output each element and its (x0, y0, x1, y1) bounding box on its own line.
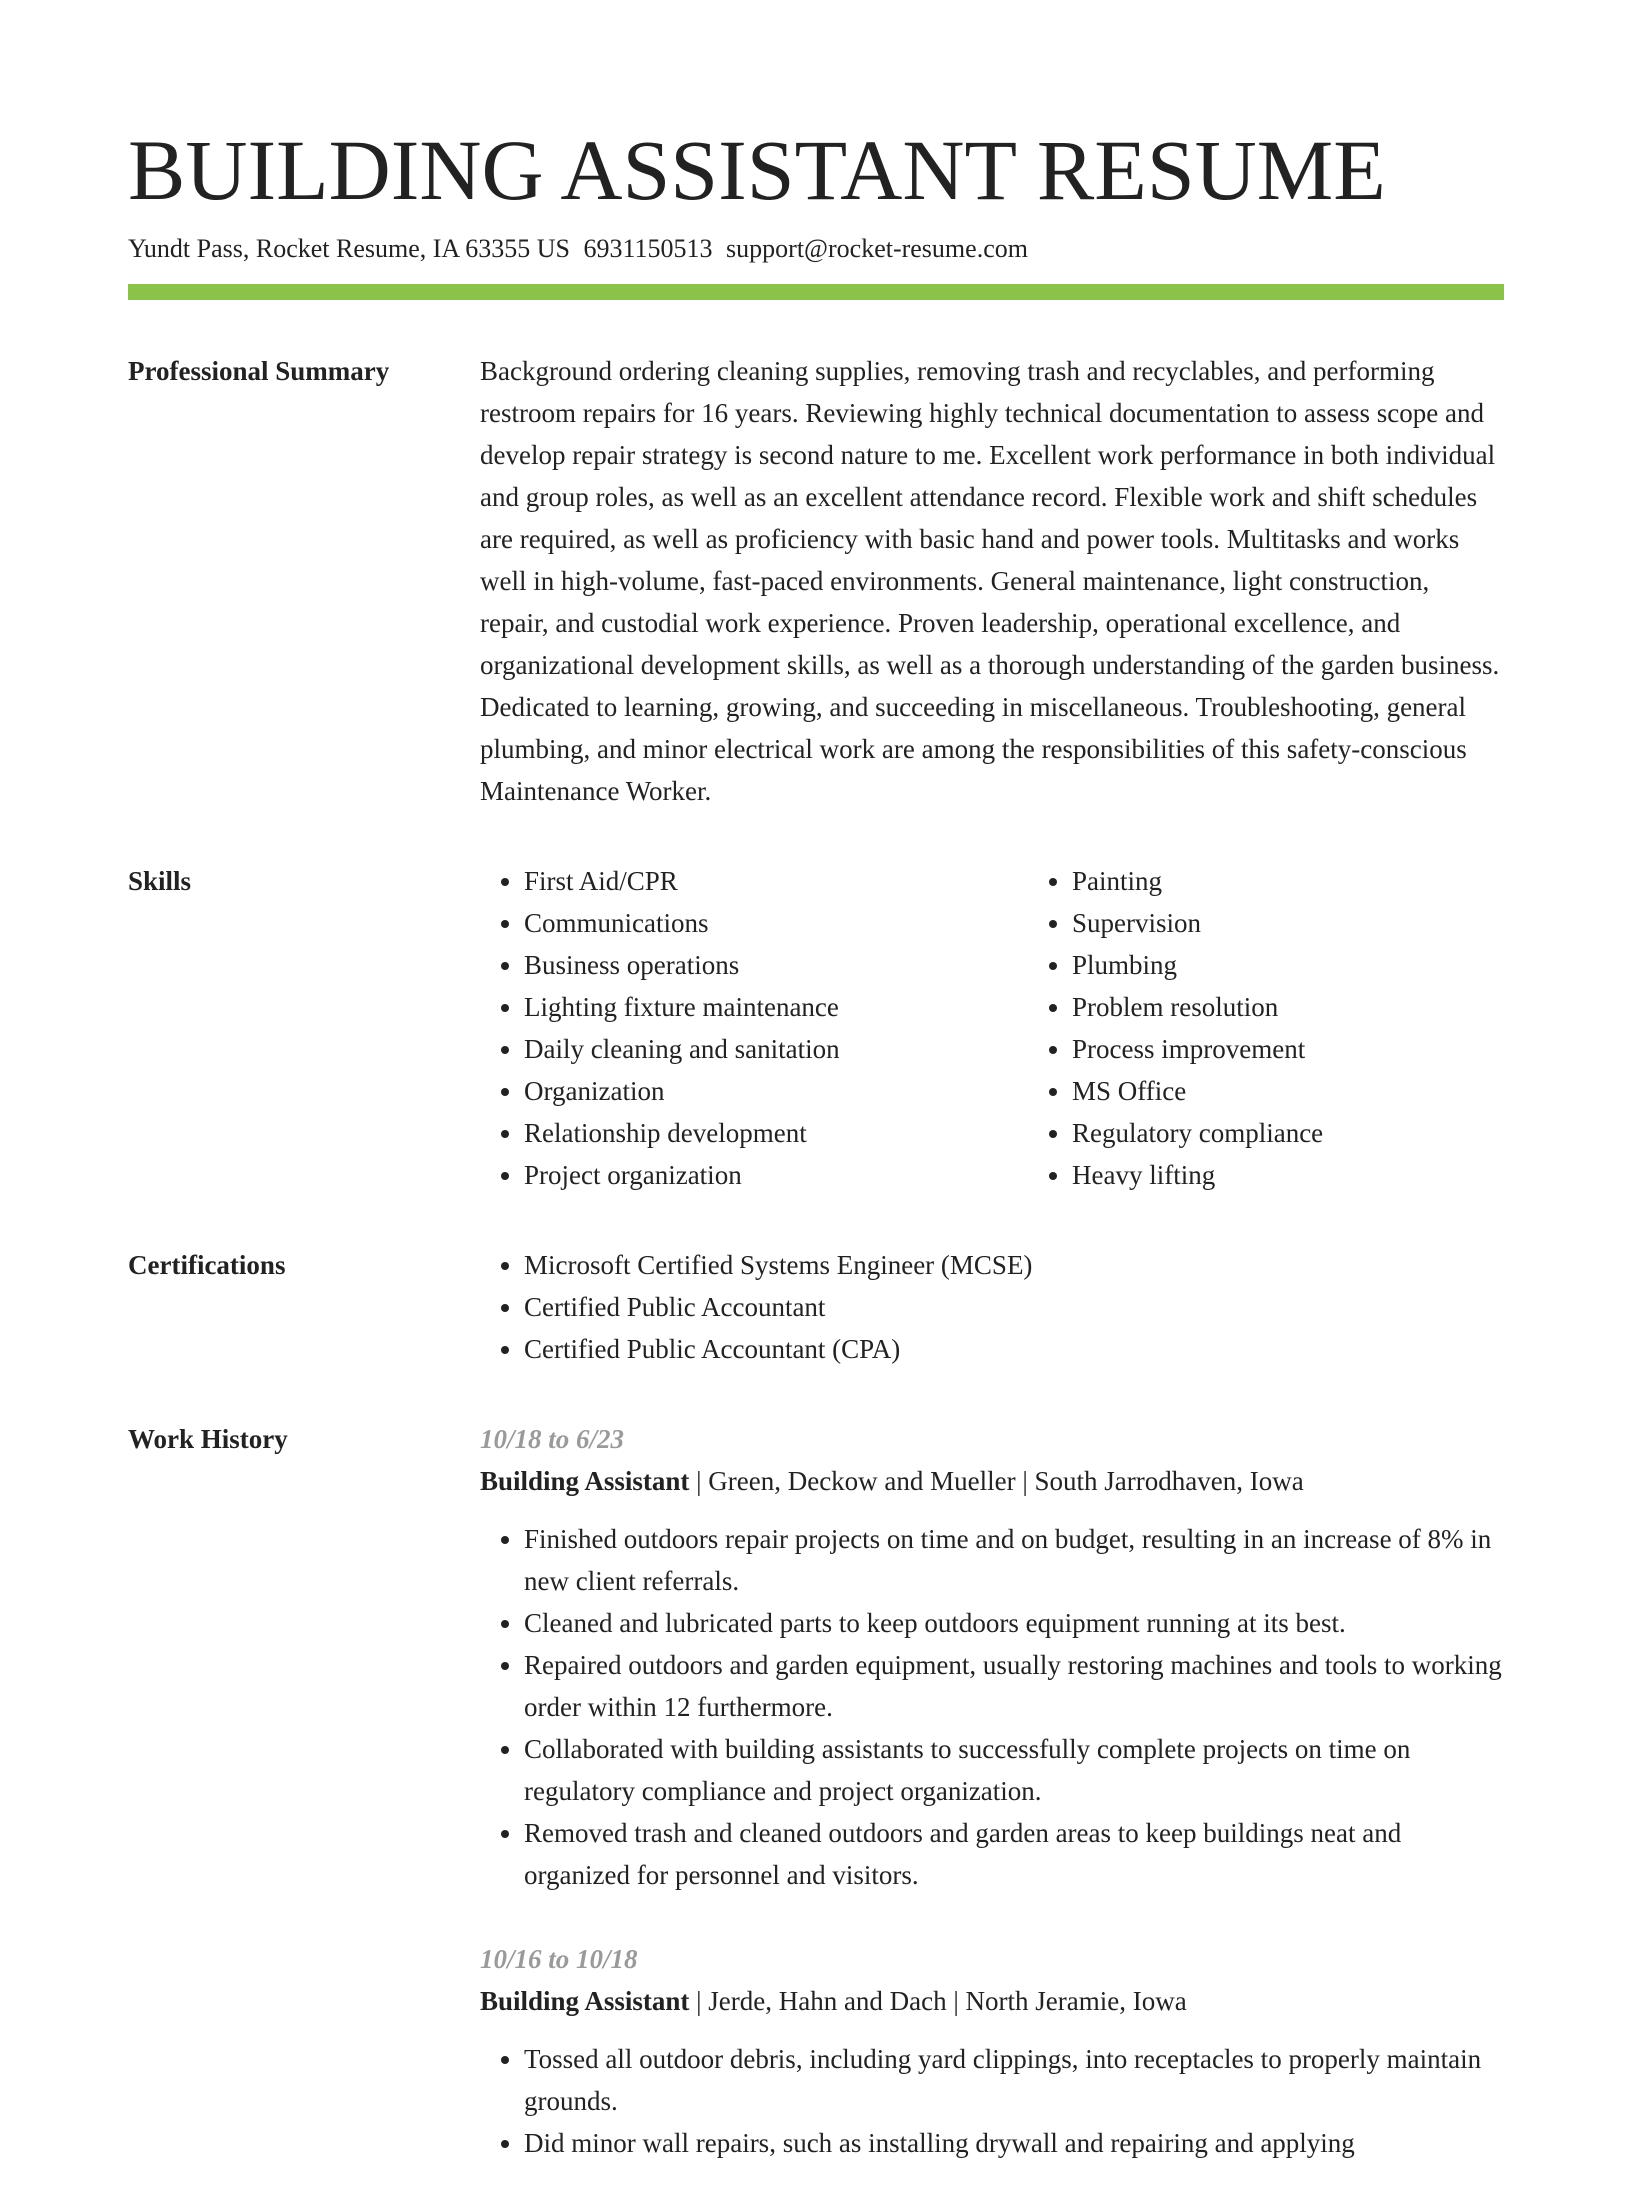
skill-item: • Lighting fixture maintenance (524, 986, 1028, 1028)
job-bullet: • Collaborated with building assistants to successfully complete projects on time on regulatory compliance and project organization. (524, 1728, 1504, 1812)
skill-item: • MS Office (1072, 1070, 1504, 1112)
skills-list-left (480, 860, 1028, 1196)
job-bullet: • Removed trash and cleaned outdoors and garden areas to keep buildings neat and organized for personnel and visitors. (524, 1812, 1504, 1896)
job-bullet: • Finished outdoors repair projects on time and on budget, resulting in an increase of 8% in new client referrals. (524, 1518, 1504, 1602)
job-title: Building Assistant (480, 1986, 690, 2016)
skill-item: • Daily cleaning and sanitation (524, 1028, 1028, 1070)
section-label: Work History (128, 1424, 288, 1454)
job-entry (480, 1938, 1504, 2164)
skill-item: • Business operations (524, 944, 1028, 986)
skill-item: • Supervision (1072, 902, 1504, 944)
job-dates: 10/18 to 6/23 (480, 1424, 625, 1454)
job-bullet: • Did minor wall repairs, such as installing drywall and repairing and applying (524, 2122, 1504, 2164)
summary-section (128, 350, 1504, 812)
job-title: Building Assistant (480, 1466, 690, 1496)
job-heading (480, 1980, 1504, 2022)
job-bullet: • Repaired outdoors and garden equipment, usually restoring machines and tools to working order within 12 furthermore. (524, 1644, 1504, 1728)
skill-item: • Regulatory compliance (1072, 1112, 1504, 1154)
job-bullets (480, 2038, 1504, 2164)
skill-item: • Communications (524, 902, 1028, 944)
resume-page (128, 118, 1504, 2206)
accent-rule (128, 284, 1504, 300)
skill-item: • Relationship development (524, 1112, 1028, 1154)
certification-item: • Certified Public Accountant (CPA) (524, 1328, 1504, 1370)
job-dates: 10/16 to 10/18 (480, 1944, 638, 1974)
skill-item: • Process improvement (1072, 1028, 1504, 1070)
certification-item: • Microsoft Certified Systems Engineer (MCSE) (524, 1244, 1504, 1286)
section-label: Professional Summary (128, 356, 390, 386)
job-employer: | Green, Deckow and Mueller | South Jarrodhaven, Iowa (689, 1466, 1304, 1496)
summary-text: Background ordering cleaning supplies, removing trash and recyclables, and performing restroom repairs for 16 years. Reviewing highly technical documentation to assess scope and develop repair strategy is second nature to me. Excellent work performance in both individual and group roles, as well as an excellent attendance record. Flexible work and shift schedules are required, as well as proficiency with basic hand and power tools. Multitasks and works well in high-volume, fast-paced environments. General maintenance, light construction, repair, and custodial work experience. Proven leadership, operational excellence, and organizational development skills, as well as a thorough understanding of the garden business. Dedicated to learning, growing, and succeeding in miscellaneous. Troubleshooting, general plumbing, and minor electrical work are among the responsibilities of this safety-conscious Maintenance Worker. (480, 356, 1500, 806)
certifications-list (480, 1244, 1504, 1370)
skills-section (128, 860, 1504, 1196)
skill-item: • Problem resolution (1072, 986, 1504, 1028)
skills-list-right (1028, 860, 1504, 1196)
job-bullet: • Cleaned and lubricated parts to keep outdoors equipment running at its best. (524, 1602, 1504, 1644)
job-entry (480, 1418, 1504, 1896)
skill-item: • First Aid/CPR (524, 860, 1028, 902)
contact-line (128, 232, 1504, 266)
job-employer: | Jerde, Hahn and Dach | North Jeramie, Iowa (689, 1986, 1187, 2016)
certification-item: • Certified Public Accountant (524, 1286, 1504, 1328)
skill-item: • Heavy lifting (1072, 1154, 1504, 1196)
contact-email: support@rocket-resume.com (726, 234, 1028, 263)
contact-address: Yundt Pass, Rocket Resume, IA 63355 US (128, 234, 570, 263)
job-bullet: • Tossed all outdoor debris, including yard clippings, into receptacles to properly maintain grounds. (524, 2038, 1504, 2122)
skill-item: • Organization (524, 1070, 1028, 1112)
contact-phone: 6931150513 (583, 234, 713, 263)
job-bullets (480, 1518, 1504, 1896)
resume-title: BUILDING ASSISTANT RESUME (128, 122, 1386, 218)
skill-item: • Painting (1072, 860, 1504, 902)
section-label: Skills (128, 866, 192, 896)
skill-item: • Plumbing (1072, 944, 1504, 986)
skill-item: • Project organization (524, 1154, 1028, 1196)
job-heading (480, 1460, 1504, 1502)
section-label: Certifications (128, 1250, 286, 1280)
work-history-section (128, 1418, 1504, 2206)
certifications-section (128, 1244, 1504, 1370)
